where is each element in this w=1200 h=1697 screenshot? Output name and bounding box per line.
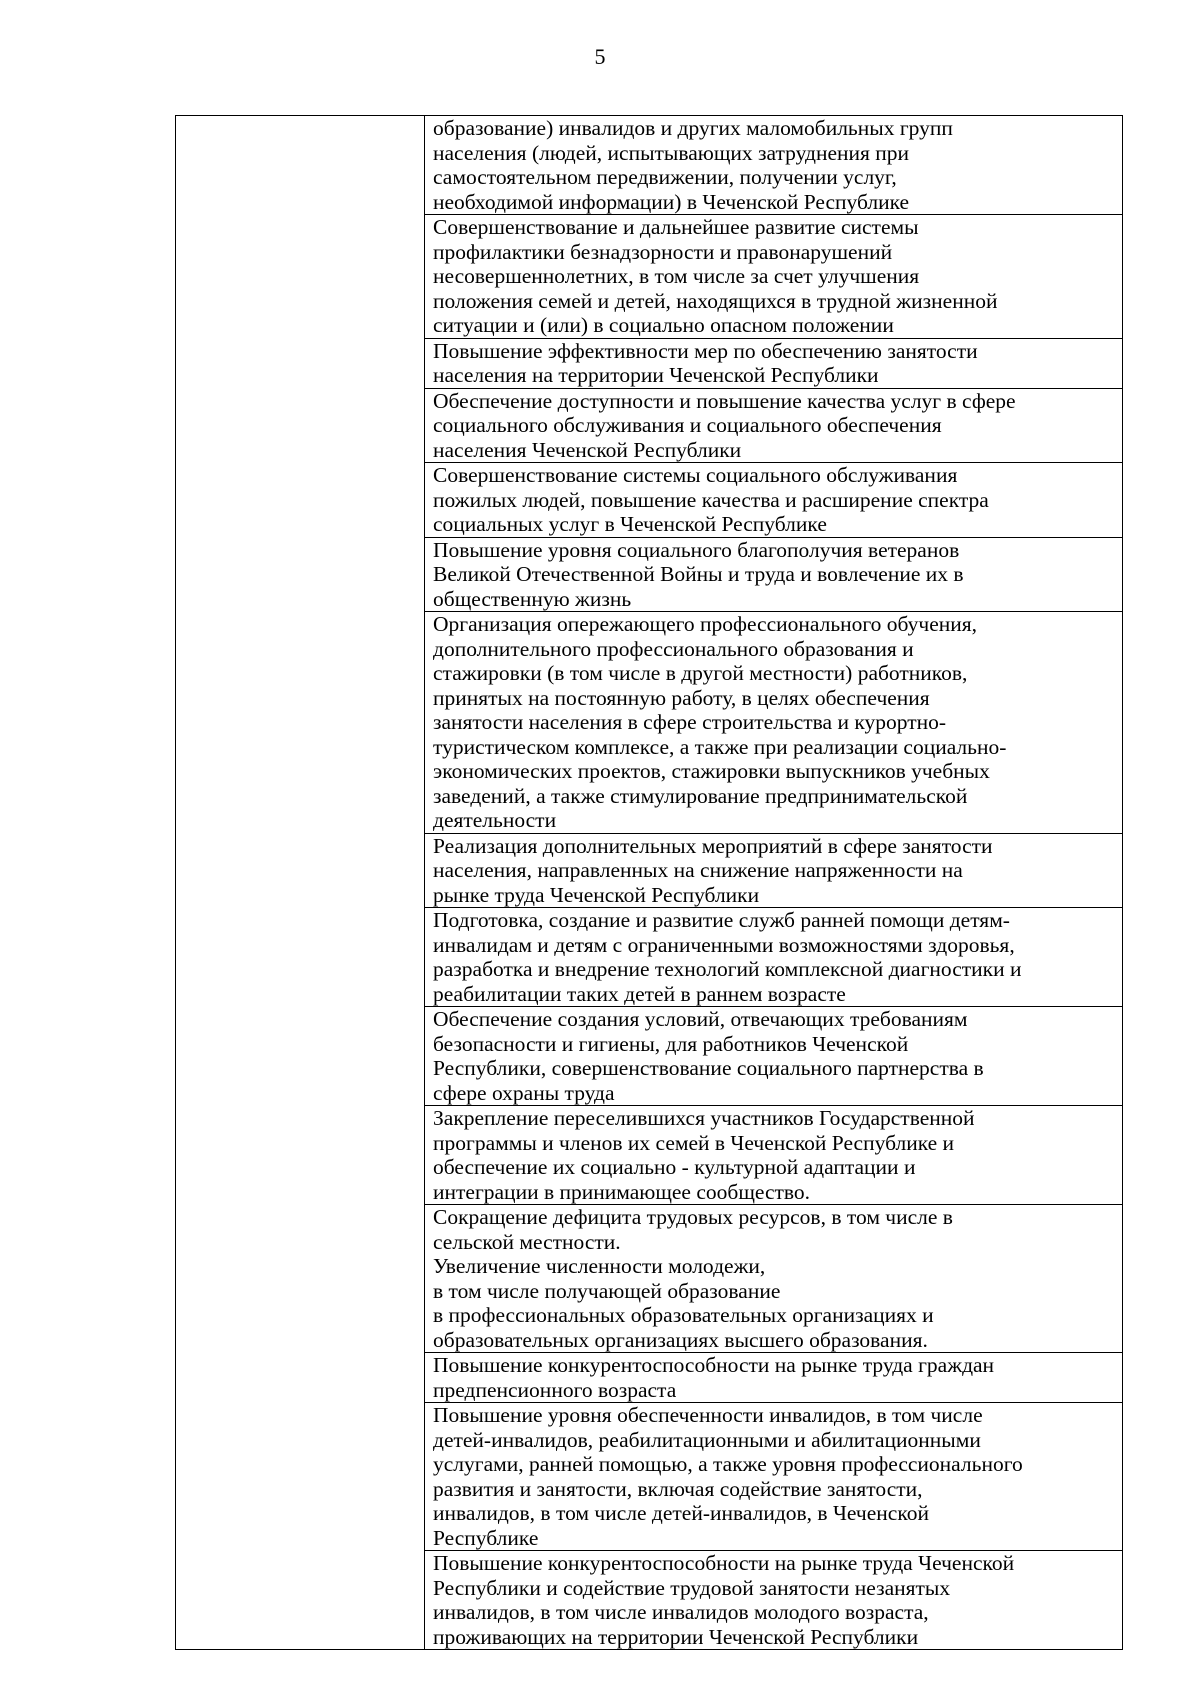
- goal-text-line: Повышение уровня обеспеченности инвалидов, в том числе: [433, 1403, 983, 1427]
- goal-text-line: дополнительного профессионального образования и: [433, 636, 914, 661]
- goal-text-line: интеграции в принимающее сообщество.: [433, 1179, 811, 1204]
- goal-cell: [425, 537, 1123, 612]
- table-row: [176, 116, 1123, 215]
- goal-text-line: социальных услуг в Чеченской Республике: [433, 512, 827, 536]
- goal-text-line: общественную жизнь: [433, 586, 632, 611]
- goal-text-line: деятельности: [433, 808, 557, 832]
- goal-text-line: Великой Отечественной Войны и труда и вовлечение их в: [433, 562, 964, 586]
- page-number: 5: [594, 44, 606, 69]
- goal-text-line: Подготовка, создание и развитие служб ранней помощи детям-: [433, 908, 1010, 932]
- goal-text-line: Сокращение дефицита трудовых ресурсов, в том числе в: [433, 1205, 953, 1229]
- goal-text-line: Повышение эффективности мер по обеспечению занятости: [433, 338, 978, 363]
- goal-text-line: несовершеннолетних, в том числе за счет улучшения: [433, 264, 920, 288]
- goal-text-line: необходимой информации) в Чеченской Республике: [433, 189, 910, 214]
- goal-text-line: безопасности и гигиены, для работников Чеченской: [433, 1031, 909, 1056]
- goal-text-line: инвалидов, в том числе детей-инвалидов, в Чеченской: [433, 1501, 929, 1525]
- goal-text-line: Совершенствование и дальнейшее развитие системы: [433, 215, 919, 239]
- goal-text-line: услугами, ранней помощью, а также уровня профессионального: [433, 1452, 1023, 1476]
- goal-text-line: населения на территории Чеченской Республики: [433, 363, 879, 387]
- goal-text-line: пожилых людей, повышение качества и расширение спектра: [433, 487, 989, 512]
- goal-text-line: в том числе получающей образование: [433, 1278, 781, 1303]
- goal-text-line: образовательных организациях высшего образования.: [433, 1327, 928, 1352]
- goal-text-line: сфере охраны труда: [433, 1080, 615, 1105]
- goal-text-line: развития и занятости, включая содействие занятости,: [433, 1476, 923, 1501]
- goal-text-line: населения, направленных на снижение напряженности на: [433, 858, 963, 882]
- goal-text-line: положения семей и детей, находящихся в трудной жизненной: [433, 288, 998, 313]
- goal-text-line: предпенсионного возраста: [433, 1377, 677, 1402]
- goal-text-line: Обеспечение создания условий, отвечающих требованиям: [433, 1007, 968, 1031]
- goal-text-line: реабилитации таких детей в раннем возрасте: [433, 981, 846, 1006]
- goal-cell: [425, 215, 1123, 339]
- goal-text-line: занятости населения в сфере строительства и курортно-: [433, 710, 947, 734]
- goal-text-line: туристическом комплексе, а также при реализации социально-: [433, 734, 1007, 759]
- goal-cell: [425, 1106, 1123, 1205]
- goal-text-line: принятых на постоянную работу, в целях обеспечения: [433, 685, 930, 710]
- goal-text-line: рынке труда Чеченской Республики: [433, 882, 760, 907]
- goal-cell: [425, 612, 1123, 834]
- empty-left-cell: [176, 116, 425, 1650]
- goals-table: [175, 115, 1123, 1650]
- goal-text-line: сельской местности.: [433, 1229, 621, 1254]
- goal-text-line: детей-инвалидов, реабилитационными и абилитационными: [433, 1427, 981, 1452]
- goal-text-line: в профессиональных образовательных организациях и: [433, 1303, 934, 1327]
- goal-cell: [425, 1551, 1123, 1650]
- goal-cell: [425, 1353, 1123, 1403]
- goal-text-line: проживающих на территории Чеченской Республики: [433, 1624, 919, 1649]
- goal-cell: [425, 908, 1123, 1007]
- goal-text-line: Закрепление переселившихся участников Государственной: [433, 1106, 975, 1130]
- goal-cell: [425, 1403, 1123, 1551]
- goal-text-line: самостоятельном передвижении, получении услуг,: [433, 165, 897, 189]
- goal-cell: [425, 116, 1123, 215]
- goal-text-line: разработка и внедрение технологий комплексной диагностики и: [433, 957, 1022, 981]
- goal-text-line: населения (людей, испытывающих затруднения при: [433, 140, 910, 165]
- goal-text-line: Организация опережающего профессионального обучения,: [433, 612, 978, 636]
- goal-text-line: Республики и содействие трудовой занятости незанятых: [433, 1575, 951, 1600]
- goal-text-line: обеспечение их социально - культурной адаптации и: [433, 1155, 916, 1179]
- goal-text-line: Реализация дополнительных мероприятий в сфере занятости: [433, 833, 993, 858]
- goal-text-line: Республике: [433, 1525, 539, 1550]
- goal-text-line: Повышение конкурентоспособности на рынке труда Чеченской: [433, 1551, 1015, 1575]
- goal-text-line: инвалидов, в том числе инвалидов молодого возраста,: [433, 1600, 929, 1624]
- goal-cell: [425, 388, 1123, 463]
- goal-text-line: заведений, а также стимулирование предпринимательской: [433, 783, 968, 808]
- goals-table-body: [176, 116, 1123, 1650]
- goal-text-line: Повышение конкурентоспособности на рынке труда граждан: [433, 1353, 995, 1377]
- goal-text-line: программы и членов их семей в Чеченской Республике и: [433, 1130, 955, 1155]
- goal-cell: [425, 1205, 1123, 1353]
- goal-text-line: Республики, совершенствование социального партнерства в: [433, 1056, 984, 1080]
- goal-text-line: образование) инвалидов и других маломобильных групп: [433, 116, 953, 140]
- goal-text-line: стажировки (в том числе в другой местности) работников,: [433, 661, 968, 685]
- goal-text-line: Повышение уровня социального благополучия ветеранов: [433, 537, 960, 562]
- goal-cell: [425, 833, 1123, 908]
- goal-text-line: профилактики безнадзорности и правонарушений: [433, 239, 893, 264]
- goal-text-line: населения Чеченской Республики: [433, 437, 742, 462]
- goal-text-line: ситуации и (или) в социально опасном положении: [433, 313, 894, 337]
- goal-text-line: экономических проектов, стажировки выпускников учебных: [433, 759, 990, 783]
- goal-text-line: Обеспечение доступности и повышение качества услуг в сфере: [433, 388, 1016, 413]
- goal-cell: [425, 1007, 1123, 1106]
- goal-text-line: инвалидам и детям с ограниченными возможностями здоровья,: [433, 932, 1015, 957]
- goal-text-line: Совершенствование системы социального обслуживания: [433, 463, 958, 487]
- goal-text-line: Увеличение численности молодежи,: [433, 1254, 766, 1278]
- goal-cell: [425, 463, 1123, 538]
- goal-cell: [425, 338, 1123, 388]
- goal-text-line: социального обслуживания и социального обеспечения: [433, 413, 942, 437]
